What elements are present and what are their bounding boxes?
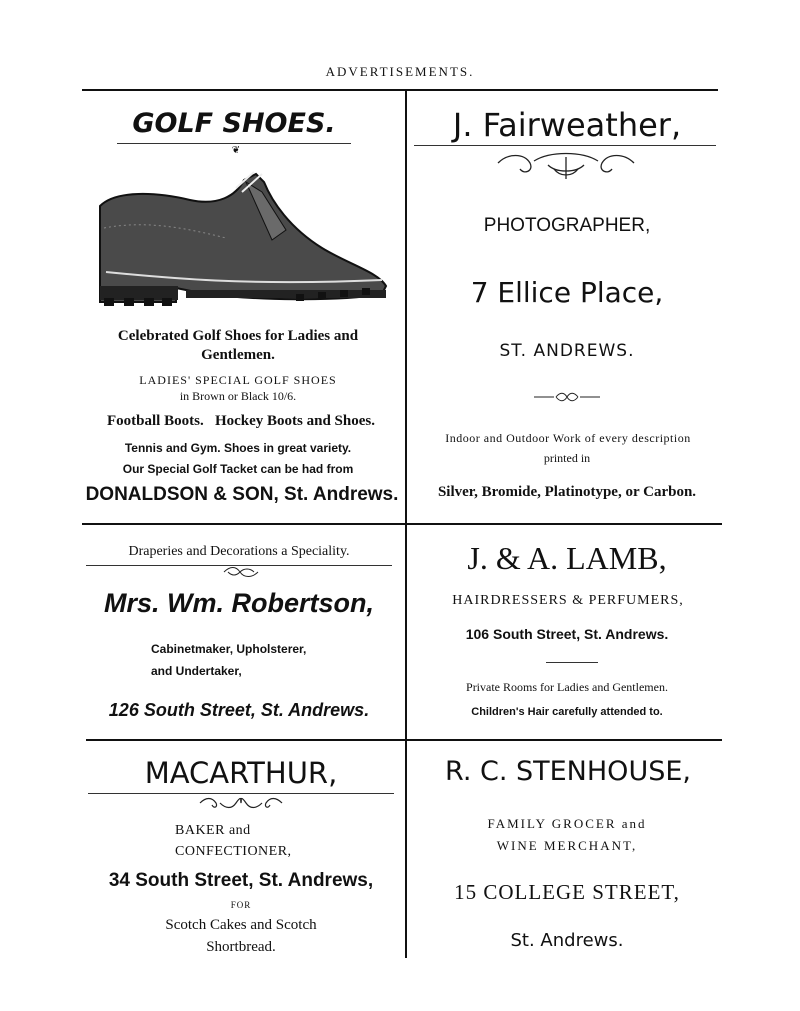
stenhouse-name: R. C. STENHOUSE, [445,756,691,787]
fairweather-name: J. Fairweather, [452,106,682,144]
page-header: ADVERTISEMENTS. [325,64,475,79]
golf-ladies2: in Brown or Black 10/6. [179,389,297,403]
fairweather-processes: Silver, Bromide, Platinotype, or Carbon. [437,484,697,500]
fairweather-town: ST. ANDREWS. [499,341,635,361]
swirl-ornament-icon [198,795,284,811]
golf-line1: Celebrated Golf Shoes for Ladies and [117,328,359,344]
golf-tacket: Our Special Golf Tacket can be had from [122,462,354,476]
golf-tennis: Tennis and Gym. Shoes in great variety. [124,441,352,455]
fairweather-work1: Indoor and Outdoor Work of every description [445,431,691,445]
robertson-address: 126 South Street, St. Andrews. [108,700,370,720]
macarthur-goods2: Shortbread. [206,939,276,955]
stenhouse-town: St. Andrews. [510,930,624,951]
golf-donaldson: DONALDSON & SON, St. Andrews. [85,484,399,505]
lamb-name: J. & A. LAMB, [467,540,667,576]
lamb-trade: HAIRDRESSERS & PERFUMERS, [452,593,684,608]
fairweather-profession: PHOTOGRAPHER, [483,215,651,236]
stenhouse-address: 15 COLLEGE STREET, [454,880,680,904]
fairweather-address: 7 Ellice Place, [470,276,664,309]
fairweather-rule [414,145,716,146]
flourish-ornament-icon [494,149,638,183]
macarthur-trade2: CONFECTIONER, [175,844,292,859]
top-rule [82,89,718,91]
golf-line2: Gentlemen. [201,347,275,363]
golf-title: GOLF SHOES. [132,108,336,139]
macarthur-address: 34 South Street, St. Andrews, [108,870,374,891]
ornament-icon: ❦ [231,145,241,156]
golf-football: Football Boots. Hockey Boots and Shoes. [107,413,375,429]
macarthur-name: MACARTHUR, [144,756,338,790]
robertson-tagline: Draperies and Decorations a Speciality. [128,544,350,559]
golf-ladies1: LADIES' SPECIAL GOLF SHOES [139,373,337,387]
divider-ornament-icon [532,391,602,403]
macarthur-trade1: BAKER and [175,823,251,838]
lamb-address: 106 South Street, St. Andrews. [465,626,669,642]
macarthur-for: FOR [230,900,252,910]
robertson-name: Mrs. Wm. Robertson, [103,588,374,618]
middle-rule-2 [86,739,722,741]
lamb-children: Children's Hair carefully attended to. [471,706,663,718]
robertson-trade1: Cabinetmaker, Upholsterer, [151,642,307,656]
golf-shoe-illustration [86,168,392,308]
fairweather-work2: printed in [543,451,591,465]
middle-rule-1 [82,523,722,525]
stenhouse-trade1: FAMILY GROCER and [487,816,647,831]
lamb-short-rule [546,662,598,663]
macarthur-goods1: Scotch Cakes and Scotch [165,917,317,933]
golf-title-rule [117,143,351,144]
lamb-rooms: Private Rooms for Ladies and Gentlemen. [466,680,668,694]
robertson-trade2: and Undertaker, [151,664,242,678]
scroll-ornament-icon [222,566,260,578]
stenhouse-trade2: WINE MERCHANT, [496,838,638,853]
macarthur-rule [88,793,394,794]
